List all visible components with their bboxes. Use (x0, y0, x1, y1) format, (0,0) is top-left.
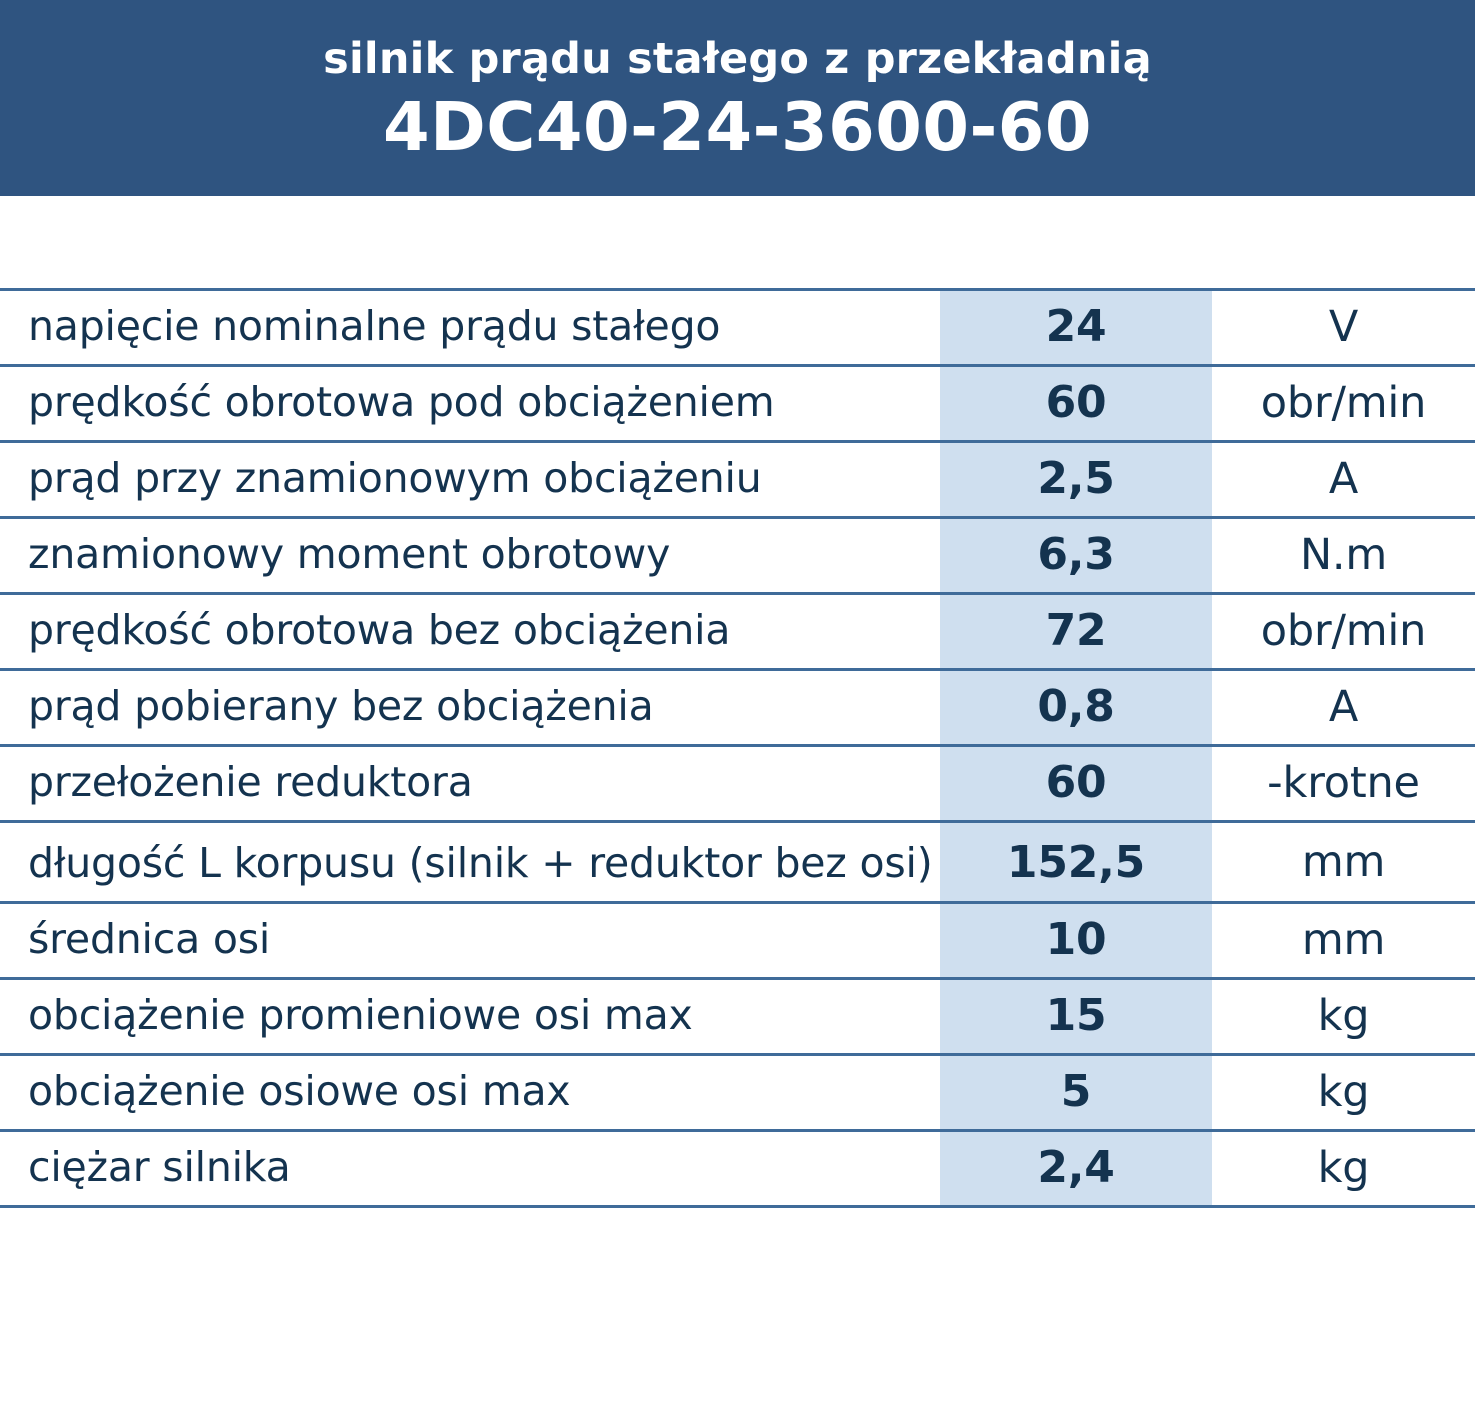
table-row (0, 366, 1475, 442)
table-row (0, 903, 1475, 979)
product-category: silnik prądu stałego z przekładnią (323, 34, 1152, 85)
table-row (0, 594, 1475, 670)
spec-label: prędkość obrotowa bez obciążenia (28, 605, 731, 654)
spec-unit: obr/min (1260, 377, 1427, 428)
spec-value: 24 (940, 290, 1212, 366)
spec-value: 60 (940, 746, 1212, 822)
spec-value: 72 (940, 594, 1212, 670)
spec-value: 5 (940, 1055, 1212, 1131)
spec-label: długość L korpusu (silnik + reduktor bez osi) (28, 839, 933, 887)
spec-label: napięcie nominalne prądu stałego (28, 301, 721, 350)
table-row (0, 442, 1475, 518)
spec-unit: obr/min (1260, 605, 1427, 656)
spec-unit: N.m (1299, 529, 1388, 580)
table-row (0, 979, 1475, 1055)
table-row (0, 290, 1475, 366)
table-row (0, 822, 1475, 903)
spec-unit: A (1328, 453, 1359, 504)
spec-value: 0,8 (940, 670, 1212, 746)
spec-value: 152,5 (940, 822, 1212, 903)
table-row (0, 1055, 1475, 1131)
spec-label: prąd pobierany bez obciążenia (28, 681, 654, 730)
spec-unit: kg (1317, 990, 1370, 1041)
spec-unit: V (1328, 301, 1359, 352)
spec-label: znamionowy moment obrotowy (28, 529, 671, 578)
spec-value: 60 (940, 366, 1212, 442)
spec-label: ciężar silnika (28, 1143, 291, 1192)
table-row (0, 670, 1475, 746)
product-model: 4DC40-24-3600-60 (382, 88, 1092, 167)
spec-unit: A (1328, 681, 1359, 732)
specification-table (0, 288, 1475, 1208)
header-banner (0, 0, 1475, 196)
table-row (0, 1131, 1475, 1207)
header-table-spacer (0, 196, 1475, 288)
spec-unit: kg (1317, 1066, 1370, 1117)
spec-label: średnica osi (28, 915, 271, 964)
spec-value: 15 (940, 979, 1212, 1055)
table-row (0, 518, 1475, 594)
spec-value: 2,4 (940, 1131, 1212, 1207)
spec-value: 2,5 (940, 442, 1212, 518)
table-row (0, 746, 1475, 822)
spec-unit: -krotne (1267, 757, 1420, 808)
spec-unit: mm (1301, 837, 1386, 887)
spec-unit: mm (1301, 914, 1386, 965)
spec-value: 10 (940, 903, 1212, 979)
specification-table-body (0, 290, 1475, 1207)
spec-label: przełożenie reduktora (28, 757, 473, 806)
spec-unit: kg (1317, 1142, 1370, 1193)
spec-label: prędkość obrotowa pod obciążeniem (28, 377, 775, 426)
spec-label: obciążenie osiowe osi max (28, 1067, 571, 1116)
spec-value: 6,3 (940, 518, 1212, 594)
spec-label: obciążenie promieniowe osi max (28, 991, 693, 1040)
spec-label: prąd przy znamionowym obciążeniu (28, 453, 762, 502)
